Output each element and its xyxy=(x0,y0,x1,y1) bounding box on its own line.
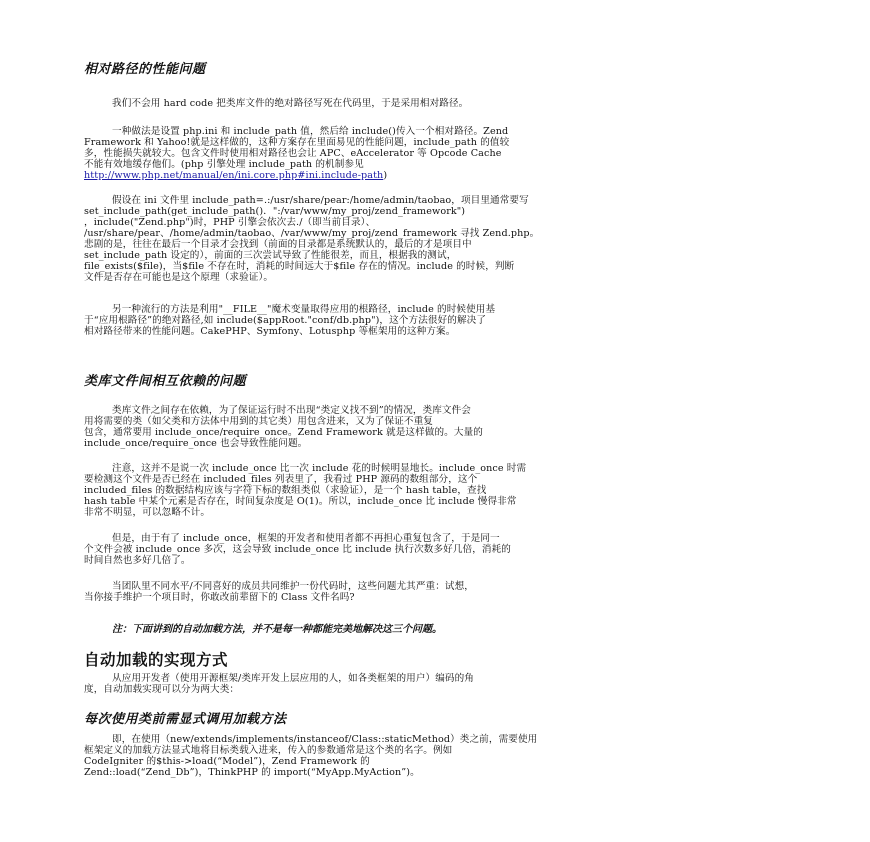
text-line: 文件是否存在可能也是这个原理（求验证）。 xyxy=(84,272,274,283)
section-heading-dependencies: 类库文件间相互依赖的问题 xyxy=(84,374,247,389)
text-line: Framework 和 Yahoo!就是这样做的，这种方案存在里面易见的性能问题，include_path 的值较 xyxy=(84,137,510,148)
paragraph xyxy=(84,405,784,449)
section-heading-relative-path: 相对路径的性能问题 xyxy=(84,62,206,77)
text-line: set_include_path(get_include_path()．":/var/www/my_proj/zend_framework") xyxy=(84,206,466,217)
text-line: 个文件会被 include_once 多次，这会导致 include_once 比 include 执行次数多好几倍，消耗的 xyxy=(84,544,512,555)
text-line: 于“应用根路径”的绝对路径,如 include($appRoot."conf/db.php")，这个方法很好的解决了 xyxy=(84,315,487,326)
paragraph xyxy=(84,126,784,181)
note-text: 注：下面讲到的自动加载方法，并不是每一种都能完美地解决这三个问题。 xyxy=(112,624,442,635)
text-line: CodeIgniter 的$this->load(“Model”)，Zend Framework 的 xyxy=(84,756,370,767)
text-line: include_once/require_once 也会导致性能问题。 xyxy=(84,438,308,449)
text-line: set_include_path 设定的），前面的三次尝试导致了性能很差，而且，根据我的测试， xyxy=(84,250,457,261)
section-heading-explicit-load: 每次使用类前需显式调用加载方法 xyxy=(84,712,287,727)
text-line: /usr/share/pear、/home/admin/taobao、/var/www/my_proj/zend_framework 寻找 Zend.php。 xyxy=(84,228,540,239)
text-line: 包含，通常要用 include_once/require_once。Zend Framework 就是这样做的。大量的 xyxy=(84,427,483,438)
text-line: 相对路径带来的性能问题。CakePHP、Symfony、Lotusphp 等框架用的这种方案。 xyxy=(84,326,456,337)
text-line: 非常不明显，可以忽略不计。 xyxy=(84,507,211,518)
paragraph xyxy=(84,673,784,695)
text-line: 度，自动加载实现可以分为两大类： xyxy=(84,684,240,695)
text-line: included_files 的数据结构应该与字符下标的数组类似（求验证），是一个 hash table，查找 xyxy=(84,485,487,496)
text-line: hash table 中某个元素是否存在，时间复杂度是 O(1)。所以，include_once 比 include 慢得非常 xyxy=(84,496,517,507)
paragraph xyxy=(84,195,784,283)
text-line: 用将需要的类（如父类和方法体中用到的其它类）用包含进来，又为了保证不重复 xyxy=(84,416,433,427)
paragraph xyxy=(84,581,784,603)
text-line: Zend::load(“Zend_Db”)，ThinkPHP 的 import(“MyApp.MyAction”)。 xyxy=(84,767,420,778)
php-manual-link[interactable]: http://www.php.net/manual/en/ini.core.php#ini.include-path xyxy=(84,170,384,181)
text-line: 悲剧的是，往往在最后一个目录才会找到（前面的目录都是系统默认的，最后的才是项目中 xyxy=(84,239,472,250)
paragraph xyxy=(84,734,784,778)
text-line: 但是，由于有了 include_once，框架的开发者和使用者都不再担心重复包含了，于是同一 xyxy=(112,533,500,544)
text-line: ，include("Zend.php")时，PHP 引擎会依次去./（即当前目录）、 xyxy=(84,217,376,228)
text-line: 注意，这并不是说一次 include_once 比一次 include 花的时候明显地长。include_once 时需 xyxy=(112,463,527,474)
text-line: file_exists($file)，当$file 不存在时，消耗的时间远大于$file 存在的情况。include 的时候，判断 xyxy=(84,261,515,272)
text-line: 当你接手维护一个项目时，你敢改前辈留下的 Class 文件名吗? xyxy=(84,592,355,603)
paragraph xyxy=(84,533,784,566)
text-line: 另一种流行的方法是利用"__FILE__"魔术变量取得应用的根路径，include 的时候使用基 xyxy=(112,304,496,315)
text-line: 要检测这个文件是否已经在 included_files 列表里了，我看过 PHP 源码的数组部分，这个 xyxy=(84,474,478,485)
text-line: 从应用开发者（使用开源框架/类库开发上层应用的人，如各类框架的用户）编码的角 xyxy=(112,673,474,684)
paragraph xyxy=(84,98,784,109)
text-line: 多，性能损失就较大。包含文件时使用相对路径也会让 APC、eAccelerator 等 Opcode Cache xyxy=(84,148,502,159)
text-line: 我们不会用 hard code 把类库文件的绝对路径写死在代码里，于是采用相对路径。 xyxy=(112,98,469,109)
paragraph xyxy=(84,463,784,518)
text-line xyxy=(84,170,784,181)
text-line: 类库文件之间存在依赖，为了保证运行时不出现“类定义找不到”的情况，类库文件会 xyxy=(112,405,471,416)
text-line: 假设在 ini 文件里 include_path=.:/usr/share/pear:/home/admin/taobao，项目里通常要写 xyxy=(112,195,529,206)
text-line: 框架定义的加载方法显式地将目标类载入进来，传入的参数通常是这个类的名字。例如 xyxy=(84,745,453,756)
text-line: 一种做法是设置 php.ini 和 include_path 值，然后给 include()传入一个相对路径。Zend xyxy=(112,126,509,137)
link-tail: ) xyxy=(383,170,388,181)
text-line: 即，在使用（new/extends/implements/instanceof/Class::staticMethod）类之前，需要使用 xyxy=(112,734,538,745)
text-line: 不能有效地缓存他们。(php 引擎处理 include_path 的机制参见 xyxy=(84,159,364,170)
text-line: 当团队里不同水平/不同喜好的成员共同维护一份代码时，这些问题尤其严重：试想， xyxy=(112,581,474,592)
section-heading-autoload: 自动加载的实现方式 xyxy=(84,650,229,669)
paragraph xyxy=(84,304,784,337)
text-line: 时间自然也多好几倍了。 xyxy=(84,555,191,566)
